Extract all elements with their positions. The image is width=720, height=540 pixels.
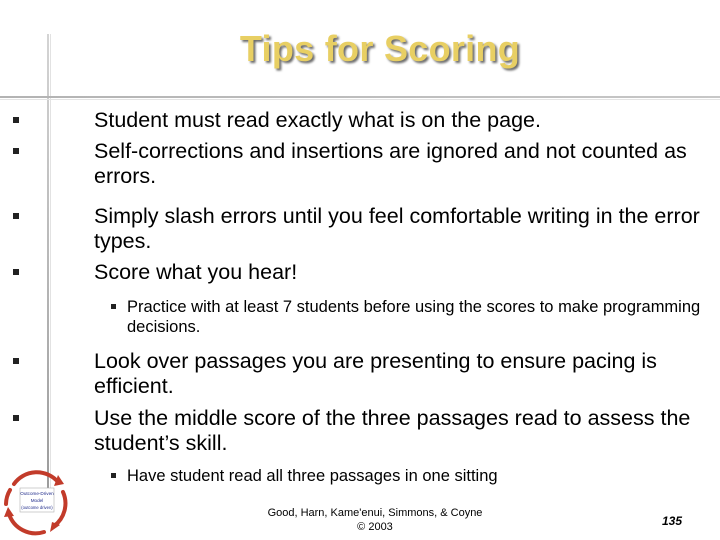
svg-text:Model: Model xyxy=(30,498,44,503)
svg-text:(outcome driven): (outcome driven) xyxy=(21,505,53,510)
footer-copyright: © 2003 xyxy=(357,521,393,533)
bullet-text: Score what you hear! xyxy=(94,260,298,284)
bullet-text: Student must read exactly what is on the page. xyxy=(94,108,541,132)
square-bullet-icon xyxy=(13,415,19,421)
svg-text:Outcome-Driven: Outcome-Driven xyxy=(20,491,54,496)
frame-vertical-line-highlight xyxy=(50,34,51,504)
sub-bullet-item xyxy=(127,466,707,486)
cycle-arrows-logo-icon xyxy=(0,462,72,538)
square-bullet-icon xyxy=(13,213,19,219)
bullet-item xyxy=(94,349,704,399)
slide-title: Tips for Scoring xyxy=(239,28,521,69)
square-bullet-icon xyxy=(13,117,19,123)
bullet-text: Self-corrections and insertions are ignored and not counted as errors. xyxy=(94,139,687,188)
bullet-item xyxy=(94,139,704,189)
square-bullet-icon xyxy=(13,358,19,364)
bullet-text: Simply slash errors until you feel comfortable writing in the error types. xyxy=(94,204,700,253)
square-bullet-icon xyxy=(111,304,116,309)
frame-horizontal-line-highlight xyxy=(0,99,720,100)
sub-bullet-item xyxy=(127,297,707,337)
square-bullet-icon xyxy=(13,148,19,154)
bullet-item xyxy=(94,204,704,254)
footer-authors: Good, Harn, Kame'enui, Simmons, & Coyne xyxy=(267,507,483,519)
bullet-item xyxy=(94,406,704,456)
footer-citation xyxy=(240,506,510,534)
square-bullet-icon xyxy=(13,269,19,275)
bullet-text: Use the middle score of the three passages read to assess the student’s skill. xyxy=(94,406,691,455)
bullet-text: Look over passages you are presenting to ensure pacing is efficient. xyxy=(94,349,657,398)
bullet-text: Have student read all three passages in one sitting xyxy=(127,467,498,485)
bullet-item xyxy=(94,260,704,285)
square-bullet-icon xyxy=(111,473,116,478)
bullet-text: Practice with at least 7 students before using the scores to make programming decisions. xyxy=(127,298,701,336)
bullet-item xyxy=(94,108,704,133)
page-number: 135 xyxy=(662,514,683,528)
frame-horizontal-line xyxy=(0,96,720,98)
frame-vertical-line xyxy=(47,34,49,504)
